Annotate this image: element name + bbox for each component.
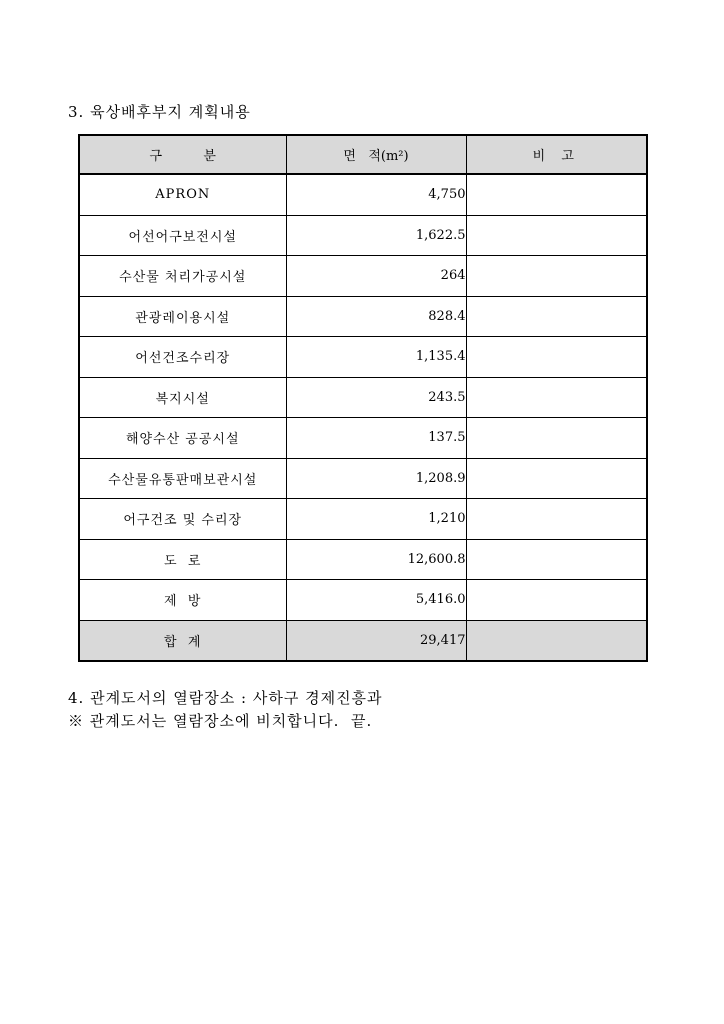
table-row [79,458,647,499]
row-area: 1,135.4 [286,337,466,378]
row-name: 관광레이용시설 [79,296,286,337]
land-plan-table [78,134,648,662]
row-note [466,377,647,418]
row-area: 243.5 [286,377,466,418]
row-note [466,539,647,580]
row-area: 5,416.0 [286,580,466,621]
row-note [466,337,647,378]
header-note: 비 고 [466,135,647,174]
row-note [466,174,647,215]
row-area: 828.4 [286,296,466,337]
table-row [79,580,647,621]
row-name: 복지시설 [79,377,286,418]
row-name: 제 방 [79,580,286,621]
row-note [466,296,647,337]
row-name: 어선건조수리장 [79,337,286,378]
table-row [79,499,647,540]
total-label: 합 계 [79,620,286,661]
row-name: 어선어구보전시설 [79,215,286,256]
section-title: 3. 육상배후부지 계획내용 [68,103,251,121]
total-row [79,620,647,661]
total-area: 29,417 [286,620,466,661]
row-name: 해양수산 공공시설 [79,418,286,459]
row-note [466,458,647,499]
row-area: 1,208.9 [286,458,466,499]
table-row [79,296,647,337]
viewing-location-line: 4. 관계도서의 열람장소 : 사하구 경제진흥과 [68,689,383,707]
row-note [466,418,647,459]
table-row [79,377,647,418]
row-area: 137.5 [286,418,466,459]
table-row [79,215,647,256]
row-note [466,580,647,621]
table-row [79,418,647,459]
row-name: APRON [79,174,286,215]
row-note [466,499,647,540]
table-row [79,539,647,580]
notice-line: ※ 관계도서는 열람장소에 비치합니다. 끝. [68,712,373,730]
header-category: 구 분 [79,135,286,174]
row-area: 12,600.8 [286,539,466,580]
row-area: 4,750 [286,174,466,215]
table-header-row [79,135,647,174]
header-area: 면 적(m²) [286,135,466,174]
total-note [466,620,647,661]
table-row [79,256,647,297]
row-name: 도 로 [79,539,286,580]
table-row [79,337,647,378]
row-note [466,215,647,256]
row-area: 1,622.5 [286,215,466,256]
row-name: 어구건조 및 수리장 [79,499,286,540]
row-name: 수산물 처리가공시설 [79,256,286,297]
row-note [466,256,647,297]
row-area: 1,210 [286,499,466,540]
row-area: 264 [286,256,466,297]
row-name: 수산물유통판매보관시설 [79,458,286,499]
table-row [79,174,647,215]
